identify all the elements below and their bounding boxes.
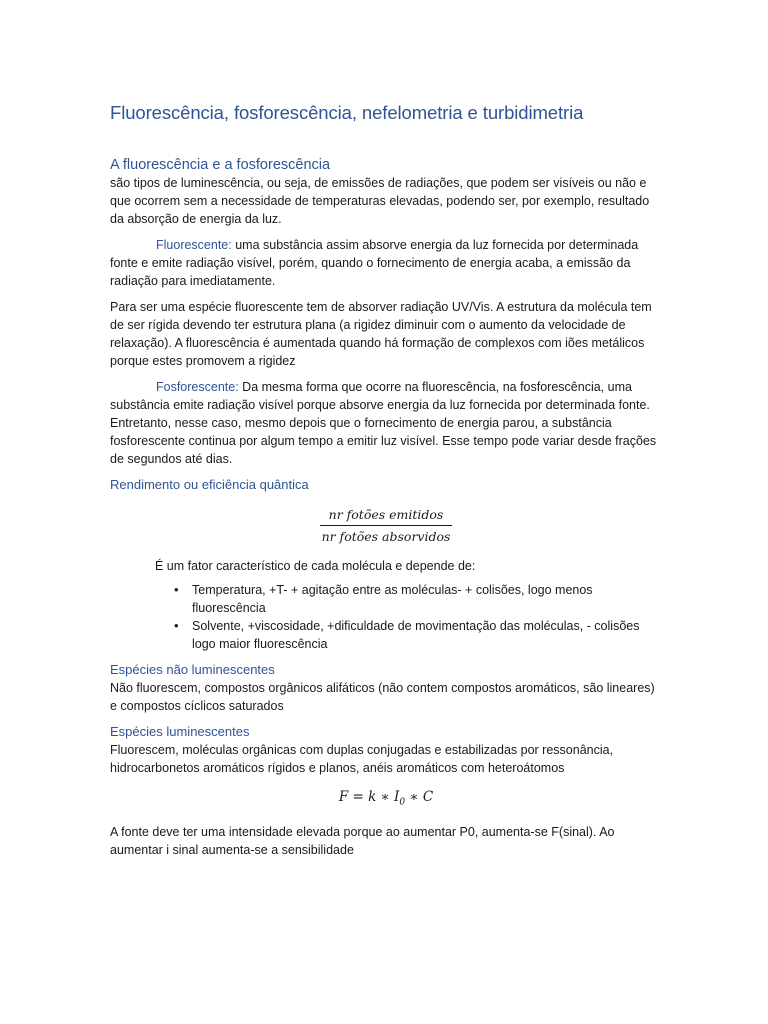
formula-rhs: ∗ C (405, 789, 434, 805)
fraction-denominator: nr fotões absorvidos (321, 529, 451, 544)
final-paragraph: A fonte deve ter uma intensidade elevada porque ao aumentar P0, aumenta-se F(sinal). Ao aumentar i sinal aumenta-se a sensibilidade (110, 824, 615, 857)
quantum-factors-list (110, 581, 662, 653)
section-heading-fluorescence: A fluorescência e a fosforescência (110, 157, 331, 173)
fluorescent-species-paragraph: Para ser uma espécie fluorescente tem de absorver radiação UV/Vis. A estrutura da molécula tem de ser rígida devendo ter estrutura plana (a rigidez diminuir com o aumento da velocidade de relaxação). A fluorescência é aumentada quando há formação de complexos com iões metálicos porque estes promovem a rigidez (110, 300, 652, 368)
luminescent-text: Fluorescem, moléculas orgânicas com duplas conjugadas e estabilizadas por ressonância, hidrocarbonetos aromáticos rígidos e planos, anéis aromáticos com heteroátomos (110, 743, 614, 775)
fluorescent-label: Fluorescente: (156, 238, 232, 252)
document-body (110, 100, 662, 859)
luminescent-heading: Espécies luminescentes (110, 724, 250, 739)
quantum-formula (110, 506, 662, 545)
quantum-heading: Rendimento ou eficiência quântica (110, 477, 309, 492)
list-item: • Temperatura, +T- + agitação entre as moléculas- + colisões, logo menos fluorescência (192, 581, 662, 617)
fluorescent-paragraph (110, 236, 662, 290)
phosphorescent-paragraph (110, 378, 662, 468)
non-luminescent-text: Não fluorescem, compostos orgânicos alifáticos (não contem compostos aromáticos, são lineares) e compostos cíclicos saturados (110, 681, 655, 713)
non-luminescent-heading: Espécies não luminescentes (110, 662, 275, 677)
document-title: Fluorescência, fosforescência, nefelometria e turbidimetria (110, 102, 584, 123)
formula-lhs: F = k ∗ I (338, 789, 400, 805)
intensity-formula (110, 787, 662, 813)
intro-paragraph: são tipos de luminescência, ou seja, de emissões de radiações, que podem ser visíveis ou não e que ocorrem sem a necessidade de temperaturas elevadas, podendo ser, por exemplo, resultado da absorção de energia da luz. (110, 176, 650, 226)
formula-subscript: 0 (399, 797, 406, 808)
fluorescent-text: uma substância assim absorve energia da luz fornecida por determinada fonte e emite radiação visível, porém, quando o fornecimento de energia acaba, a emissão da radiação para imediatamente. (110, 238, 639, 288)
quantum-description: É um fator característico de cada molécula e depende de: (155, 559, 476, 573)
phosphorescent-label: Fosforescente: (156, 380, 239, 394)
list-item: • Solvente, +viscosidade, +dificuldade de movimentação das moléculas, - colisões logo maior fluorescência (192, 617, 662, 653)
phosphorescent-text: Da mesma forma que ocorre na fluorescência, na fosforescência, uma substância emite radiação visível porque absorve energia da luz fornecida por determinada fonte. Entretanto, nesse caso, mesmo depois que o fornecimento de energia parou, a substância fosforescente continua por algum tempo a emitir luz visível. Esse tempo pode variar desde frações de segundos até dias. (110, 380, 657, 466)
fraction-numerator: nr fotões emitidos (320, 506, 453, 526)
fraction (320, 506, 453, 545)
